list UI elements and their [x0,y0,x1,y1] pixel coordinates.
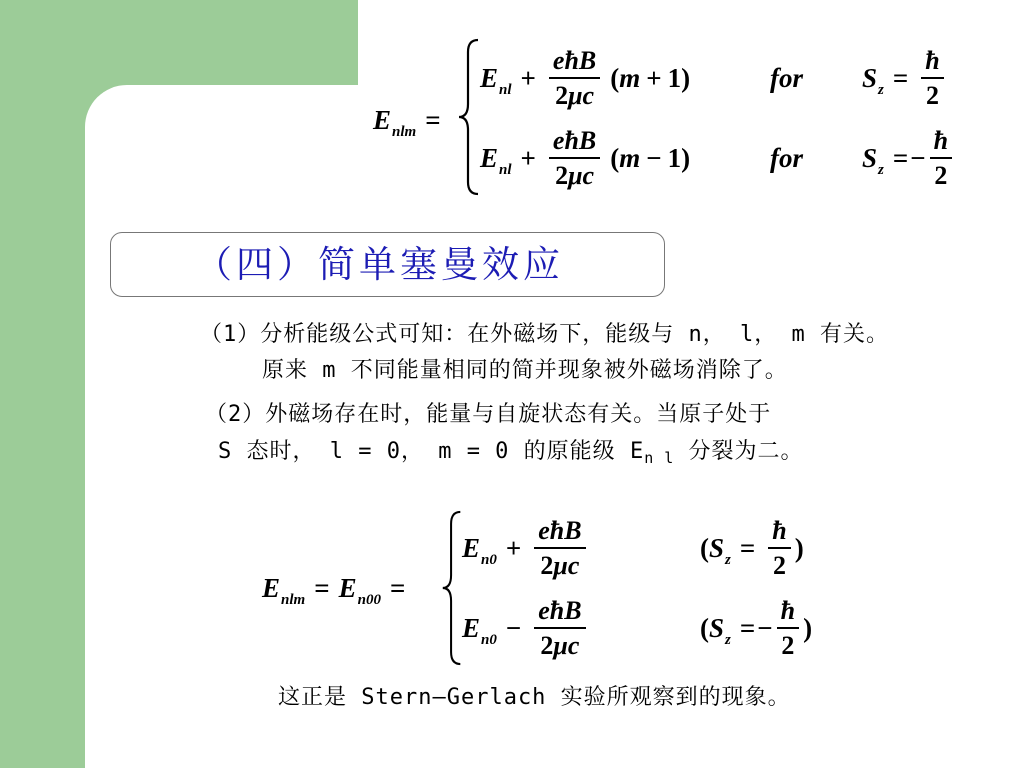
green-background-left [0,0,85,768]
close-paren: ) [681,142,691,173]
fraction-numerator: eħB [534,517,585,549]
energy-subscript: nl [499,81,512,98]
case-expression [462,593,590,663]
denominator-digit: 2 [555,81,569,110]
spin-sz [709,532,731,568]
denominator-digit: 2 [540,551,554,580]
point-2-line-2 [218,437,804,468]
minus-sign: − [757,612,773,643]
formula-top-case-2 [480,123,980,193]
spin-subscript: z [878,161,884,178]
energy-symbol: E [338,572,357,603]
energy-symbol: E [480,142,499,173]
close-paren: ) [803,612,813,643]
plus-operator: + [505,532,522,563]
minus-sign: − [910,142,926,173]
fraction-numerator: ħ [777,597,799,629]
section-heading: （四）简单塞曼效应 [195,243,564,286]
fraction-denominator [536,629,583,659]
line-text-after: 分裂为二。 [674,439,804,464]
energy-symbol: E [629,439,645,464]
energy-symbol: E [373,104,392,135]
energy-subscript: nlm [281,591,306,608]
magnetic-quantum-factor [610,62,691,93]
energy-symbol: E [262,572,281,603]
spin-sz [709,612,731,648]
fraction-numerator: eħB [534,597,585,629]
fraction-denominator: 2 [926,81,939,110]
zeeman-fraction [549,47,600,110]
hbar-half-fraction [921,47,943,110]
spin-symbol: S [862,62,878,93]
energy-n0 [462,532,497,568]
open-paren: ( [700,532,709,563]
spin-condition [700,513,804,583]
close-paren: ) [794,532,804,563]
zeeman-fraction [534,517,585,580]
factor-digit: 1 [667,142,682,173]
equals-sign: = [425,104,441,135]
spin-condition [700,593,812,663]
section-heading-box [110,232,665,297]
spin-subscript: z [725,631,731,648]
close-paren: ) [681,62,691,93]
energy-subscript: n0 [481,631,497,648]
equals-sign: = [389,572,406,603]
zeeman-fraction [534,597,585,660]
curly-brace-bottom [440,510,464,666]
case-expression [462,513,590,583]
for-word: for [770,62,803,93]
denominator-digit: 2 [540,631,554,660]
denominator-vars: μc [568,81,595,110]
open-paren: ( [700,612,709,643]
fraction-denominator: 2 [773,551,786,580]
spin-symbol: S [709,532,725,563]
equals-sign: = [892,62,909,93]
energy-subscript: n0 [481,551,497,568]
energy-nl [480,62,512,98]
factor-var: m [619,62,641,93]
energy-nlm [262,572,306,608]
fraction-denominator: 2 [781,631,795,660]
fraction-denominator [536,549,583,579]
plus-operator: + [520,62,536,93]
factor-operator: − [646,142,662,173]
fraction-numerator: eħB [549,127,600,159]
factor-digit: 1 [667,62,682,93]
energy-subscript: nlm [392,123,417,140]
energy-symbol: E [480,62,499,93]
hbar-half-fraction [777,597,799,660]
energy-n00 [338,572,381,608]
spin-sz [862,142,884,178]
curly-brace-top [456,38,482,196]
line-text-before: S 态时， l = 0， m = 0 的原能级 [218,439,630,464]
equals-sign: = [892,142,909,173]
denominator-vars: μc [553,551,580,580]
formula-bottom-case-1 [462,513,842,583]
denominator-vars: μc [568,161,595,190]
energy-subscript: n l [644,449,675,467]
zeeman-fraction [549,127,600,190]
point-1-line-2: 原来 m 不同能量相同的简并现象被外磁场消除了。 [262,358,788,383]
factor-operator: + [646,62,662,93]
point-2-line-1: （2）外磁场存在时，能量与自旋状态有关。当原子处于 [205,402,772,427]
fraction-denominator: 2 [934,161,948,190]
energy-symbol: E [462,532,481,563]
fraction-numerator: ħ [921,47,943,79]
open-paren: ( [610,62,620,93]
spin-subscript: z [878,81,884,98]
plus-operator: + [520,142,536,173]
conclusion-text: 这正是 Stern—Gerlach 实验所观察到的现象。 [278,685,791,710]
spin-subscript: z [725,551,731,568]
energy-nl [480,142,512,178]
formula-bottom-case-2 [462,593,852,663]
hbar-half-fraction [930,127,952,190]
open-paren: ( [610,142,620,173]
spin-symbol: S [709,612,725,643]
fraction-numerator: eħB [549,47,600,79]
case-expression [480,123,690,193]
equals-sign: = [739,612,756,643]
hbar-half-fraction [768,517,790,580]
energy-subscript: n00 [357,591,381,608]
denominator-vars: μc [553,631,580,660]
equals-sign: = [739,532,756,563]
energy-n0 [462,612,497,648]
formula-top-case-1 [480,43,970,113]
spin-symbol: S [862,142,878,173]
energy-symbol: E [462,612,481,643]
point-1-line-1: （1）分析能级公式可知：在外磁场下，能级与 n， l， m 有关。 [200,322,889,347]
spin-condition [862,123,956,193]
equals-sign: = [314,572,330,603]
fraction-numerator: ħ [930,127,952,159]
fraction-denominator [551,159,598,189]
spin-sz [862,62,884,98]
fraction-denominator [551,79,598,109]
energy-subscript: nl [499,161,512,178]
minus-operator: − [505,612,522,643]
formula-bottom-lhs [262,568,414,608]
denominator-digit: 2 [555,161,569,190]
energy-nlm [373,104,417,140]
factor-var: m [619,142,641,173]
case-expression [480,43,690,113]
for-word: for [770,142,803,173]
formula-top-lhs [373,100,450,140]
fraction-numerator: ħ [768,517,790,549]
magnetic-quantum-factor [610,142,691,173]
spin-condition [862,43,948,113]
